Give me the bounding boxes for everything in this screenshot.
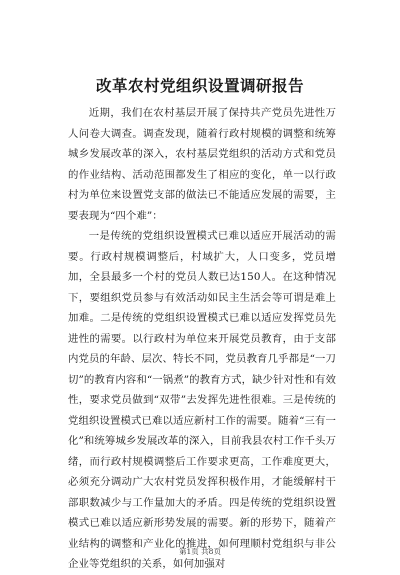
page-footer: 第1页 共8页 bbox=[179, 547, 221, 556]
document-body bbox=[68, 103, 336, 575]
page-title: 改革农村党组织设置调研报告 bbox=[95, 76, 304, 95]
paragraph-main: 一是传统的党组织设置模式已难以适应开展活动的需要。行政村规模调整后，村域扩大，人口变多，党员增加，全县最多一个村的党员人数已达150人。在这种情况下，要组织党员参与有效活动如民主生活会等可谓是难上加难。二是传统的党组织设置模式已难以适应发挥党员先进性的需要。以行政村为单位来开展党员教育，由于支部内党员的年龄、层次、特长不同，党员教育几乎都是“一刀切”的教育内容和“一锅煮”的教育方式，缺少针对性和有效性，要求党员做到“双带”去发挥先进性很难。三是传统的党组织设置模式已难以适应新村工作的需要。随着“三有一化”和统筹城乡发展改革的深入，目前我县农村工作千头万绪，而行政村规模调整后工作要求更高，工作难度更大，必须充分调动广大农村党员发挥积极作用，才能缓解村干部职数减少与工作量加大的矛盾。四是传统的党组织设置模式已难以适应新形势发展的需要。新的形势下，随着产业结构的调整和产业化的推进，如何理顺村党组织与非公企业等党组织的关系，如何加强对 bbox=[68, 230, 337, 570]
paragraph-intro: 近期，我们在农村基层开展了保持共产党员先进性万人问卷大调查。调查发现，随着行政村规模的调整和统筹城乡发展改革的深入，农村基层党组织的活动方式和党员的作业结构、活动范围都发生了相应的变化，单一以行政村为单位来设置党支部的做法已不能适应发展的需要，主要表现为“四个难”： bbox=[68, 107, 336, 222]
